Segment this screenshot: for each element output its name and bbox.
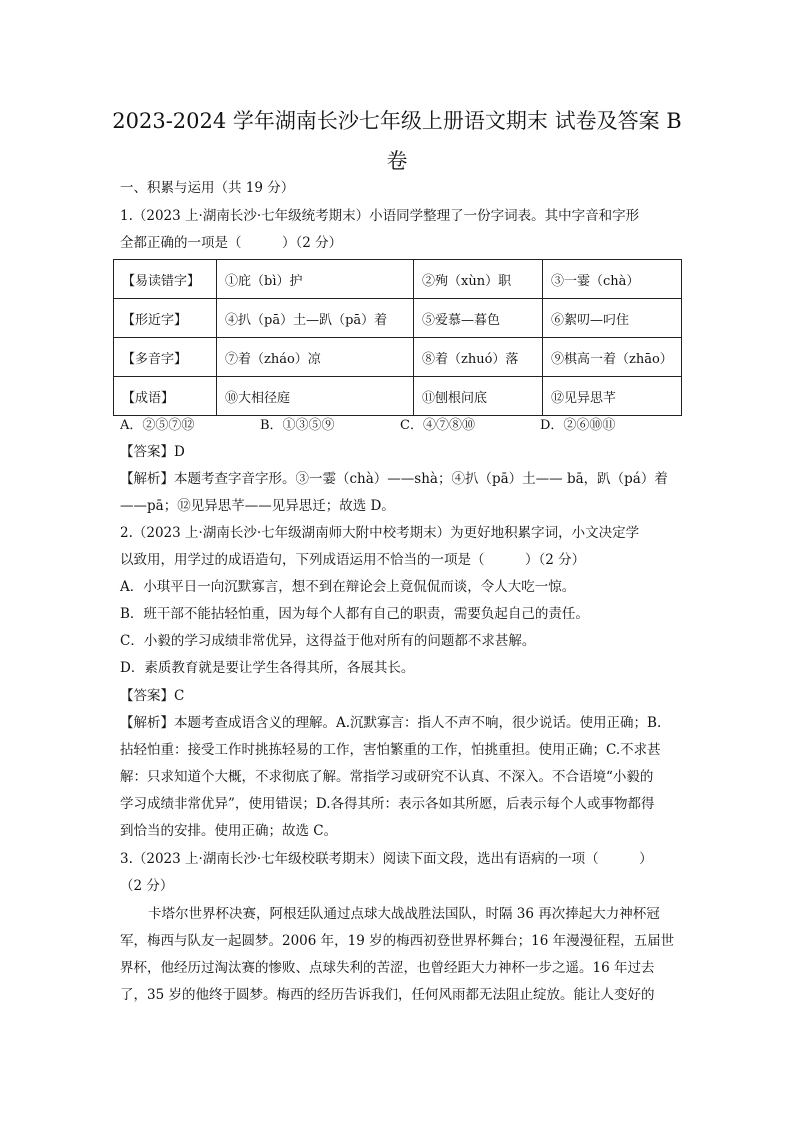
table-cell: ①庇（bì）护 bbox=[217, 260, 414, 299]
q1-analysis-continued: ——pā；⑫见异思芊——见异思迁；故选 D。 bbox=[120, 498, 395, 514]
q3-passage-line3: 界杯，他经历过淘汰赛的惨败、点球失利的苦涩，也曾经距大力神杯一步之遥。16 年过去 bbox=[120, 960, 655, 976]
q3-passage: 卡塔尔世界杯决赛，阿根廷队通过点球大战战胜法国队，时隔 36 再次捧起大力神杯冠 bbox=[148, 906, 660, 922]
option-a: A．②⑤⑦⑫ bbox=[120, 418, 195, 433]
q2-option-c: C．小毅的学习成绩非常优异，这得益于他对所有的问题都不求甚解。 bbox=[120, 633, 536, 649]
table-row bbox=[114, 260, 682, 299]
q2-analysis-line5: 到恰当的安排。使用正确；故选 C。 bbox=[120, 823, 338, 839]
table-cell: 【形近字】 bbox=[114, 299, 217, 338]
q2-option-b: B．班干部不能拈轻怕重，因为每个人都有自己的职责，需要负起自己的责任。 bbox=[120, 606, 589, 622]
q1-stem: 1.（2023 上·湖南长沙·七年级统考期末）小语同学整理了一份字词表。其中字音和字形 bbox=[120, 208, 640, 224]
word-table bbox=[113, 259, 682, 416]
table-cell: 【易读错字】 bbox=[114, 260, 217, 299]
option-b: B．①③⑤⑨ bbox=[260, 418, 335, 433]
table-cell: ⑩大相径庭 bbox=[217, 377, 414, 416]
table-cell: ⑦着（zháo）凉 bbox=[217, 338, 414, 377]
table-row bbox=[114, 299, 682, 338]
table-cell: ⑪刨根问底 bbox=[414, 377, 543, 416]
table-cell: 【多音字】 bbox=[114, 338, 217, 377]
document-title: 2023-2024 学年湖南长沙七年级上册语文期末 试卷及答案 B bbox=[112, 109, 682, 133]
q2-stem-continued: 以致用，用学过的成语造句，下列成语运用不恰当的一项是（ ）（2 分） bbox=[120, 552, 586, 568]
q2-option-a: A．小琪平日一向沉默寡言，想不到在辩论会上竟侃侃而谈，令人大吃一惊。 bbox=[120, 579, 576, 595]
table-cell: ③一霎（chà） bbox=[543, 260, 682, 299]
q1-stem-continued: 全都正确的一项是（ ）（2 分） bbox=[120, 235, 343, 251]
document-title-continued: 卷 bbox=[386, 149, 408, 173]
table-row bbox=[114, 377, 682, 416]
option-d: D．②⑥⑩⑪ bbox=[540, 418, 616, 433]
q3-passage-line4: 了，35 岁的他终于圆梦。梅西的经历告诉我们，任何风雨都无法阻止绽放。能让人变好的 bbox=[120, 987, 655, 1003]
table-cell: ④扒（pā）土—趴（pā）着 bbox=[217, 299, 414, 338]
section-heading: 一、积累与运用（共 19 分） bbox=[120, 180, 295, 196]
q2-answer: 【答案】C bbox=[120, 688, 185, 704]
option-c: C．④⑦⑧⑩ bbox=[400, 418, 475, 433]
q2-analysis-line3: 解：只求知道个大概，不求彻底了解。常指学习或研究不认真、不深入。不合语境“小毅的 bbox=[120, 769, 654, 785]
q1-answer: 【答案】D bbox=[120, 444, 185, 460]
table-cell: ⑥絮叨—叼住 bbox=[543, 299, 682, 338]
q3-passage-line2: 军，梅西与队友一起圆梦。2006 年，19 岁的梅西初登世界杯舞台；16 年漫漫征程，五届世 bbox=[120, 933, 675, 949]
q3-stem: 3.（2023 上·湖南长沙·七年级校联考期末）阅读下面文段，选出有语病的一项（ ） bbox=[120, 851, 653, 867]
table-row bbox=[114, 338, 682, 377]
q2-analysis-line2: 拈轻怕重：接受工作时挑拣轻易的工作，害怕繁重的工作，怕挑重担。使用正确；C.不求甚 bbox=[120, 742, 661, 758]
q2-stem: 2.（2023 上·湖南长沙·七年级湖南师大附中校考期末）为更好地积累字词，小文决定学 bbox=[120, 525, 640, 541]
q2-analysis-line4: 学习成绩非常优异”，使用错误；D.各得其所：表示各如其所愿，后表示每个人或事物都得 bbox=[120, 796, 655, 812]
table-cell: 【成语】 bbox=[114, 377, 217, 416]
table-cell: ⑧着（zhuó）落 bbox=[414, 338, 543, 377]
table-cell: ⑤爱慕—暮色 bbox=[414, 299, 543, 338]
q1-analysis: 【解析】本题考查字音字形。③一霎（chà）——shà；④扒（pā）土—— bā，趴（pá）着 bbox=[120, 471, 668, 487]
table-cell: ⑨棋高一着（zhāo） bbox=[543, 338, 682, 377]
q2-analysis: 【解析】本题考查成语含义的理解。A.沉默寡言：指人不声不响，很少说话。使用正确；B. bbox=[120, 715, 662, 731]
table-cell: ⑫见异思芊 bbox=[543, 377, 682, 416]
q3-stem-continued: （2 分） bbox=[120, 878, 174, 894]
q2-option-d: D．素质教育就是要让学生各得其所，各展其长。 bbox=[120, 660, 415, 676]
table-cell: ②殉（xùn）职 bbox=[414, 260, 543, 299]
